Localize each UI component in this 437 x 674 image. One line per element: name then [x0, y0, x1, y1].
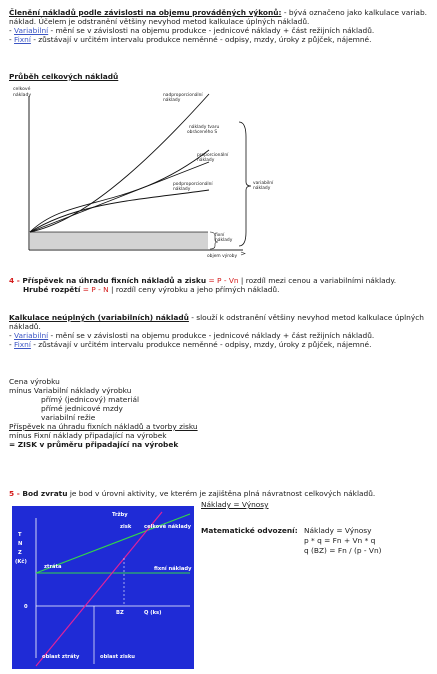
- subproportional-curve: [30, 190, 209, 232]
- fixed-costs-label-1: fixní: [215, 233, 225, 238]
- gross-margin-label: Hrubé rozpětí: [23, 285, 81, 294]
- intro-heading-rest: - bývá označeno jako kalkulace variab. náklad. Účelem je odstranění většiny nevyhod metod kalkulace úplných nákladů.: [9, 8, 427, 26]
- chart1-xlabel: objem výroby: [207, 254, 238, 259]
- breakeven-paragraph: [9, 489, 429, 498]
- breakeven-equation: Náklady = Výnosy: [201, 500, 269, 509]
- contribution-paragraph: [9, 276, 429, 294]
- fixed-cost-area: [30, 232, 208, 249]
- superproportional-label-1: nadproporcionální: [163, 93, 203, 98]
- fixed-costs-label: fixní náklady: [154, 566, 192, 572]
- scheme-line-material: přímý (jednicový) materiál: [41, 395, 140, 404]
- total-costs-label: celkové náklady: [144, 524, 191, 530]
- section4-number: 4 -: [9, 276, 23, 285]
- section5-rest: je bod v úrovni aktivity, ve kterém je zajištěna plná návratnost celkových nákladů.: [67, 489, 376, 498]
- costing-scheme: [9, 377, 429, 449]
- proportional-label-2: náklady: [197, 158, 215, 163]
- total-cost-chart: [9, 82, 274, 272]
- scheme-line-contribution: Příspěvek na úhradu fixních nákladů a tvorby zisku: [9, 422, 198, 431]
- math-label: Matematické odvození:: [201, 526, 298, 535]
- subproportional-label-1: podproporcionální: [173, 182, 213, 187]
- subproportional-label-2: náklady: [173, 187, 191, 192]
- variable-term-link-2[interactable]: Variabilní: [14, 331, 49, 340]
- math-derivation: [201, 526, 382, 556]
- variable-costing-paragraph: Kalkulace neúplných (variabilních) nákladů - slouží k odstranění většiny nevyhod metod kalkulace úplných nákladů. - Variabilní - mění se v závislosti na objemu produkce - jednicové náklady + část režijních nákladů. - Fixní - zůstávají v určitém intervalu produkce neměnné - odpisy, mzdy, úroky z půjček, nájemné.: [9, 313, 424, 349]
- fixed-term-text-2: - zůstávají v určitém intervalu produkce neměnné - odpisy, mzdy, úroky z půjček, nájemné.: [30, 340, 372, 349]
- chart2-y-label-n: N: [18, 541, 23, 547]
- scheme-line-wages: přímé jednicové mzdy: [41, 404, 123, 413]
- origin-label: 0: [24, 604, 28, 610]
- scheme-line-overhead: variabilní režie: [41, 413, 96, 422]
- s-shaped-label-1: náklady tvaru: [189, 125, 220, 130]
- scheme-line-minus-fixed: mínus Fixní náklady připadající na výrobek: [9, 431, 167, 440]
- loss-region-label: oblast ztráty: [42, 654, 80, 660]
- fixed-term-text: - zůstávají v určitém intervalu produkce neměnné - odpisy, mzdy, úroky z půjček, nájemné.: [30, 35, 372, 44]
- math-eq-1: Náklady = Výnosy: [304, 526, 372, 535]
- s-shaped-label-2: obráceného S: [187, 130, 218, 135]
- profit-label: zisk: [120, 524, 132, 530]
- quantity-axis-label: Q (ks): [144, 610, 162, 616]
- section4-formula: = P - Vn: [206, 276, 239, 285]
- intro-heading: Členění nákladů podle závislosti na objemu prováděných výkonů:: [9, 8, 282, 17]
- intro-paragraph: Členění nákladů podle závislosti na objemu prováděných výkonů: - bývá označeno jako kalkulace variab. náklad. Účelem je odstranění většiny nevyhod metod kalkulace úplných nákladů. - Variabilní - mění se v závislosti na objemu produkce - jednicové náklady + část režijních nákladů. - Fixní - zůstávají v určitém intervalu produkce neměnné - odpisy, mzdy, úroky z půjček, nájemné.: [9, 8, 427, 44]
- profit-region-label: oblast zisku: [100, 654, 135, 660]
- proportional-label-1: proporcionální: [197, 153, 229, 158]
- variable-costs-label-1: variabilní: [253, 181, 274, 186]
- breakeven-point-label: BZ: [116, 610, 124, 616]
- chart2-y-label-z: Z: [18, 550, 22, 556]
- fixed-term-link[interactable]: Fixní: [14, 35, 31, 44]
- section4-rest: | rozdíl mezi cenou a variabilními náklady.: [238, 276, 397, 285]
- breakeven-chart-bg: [12, 506, 194, 669]
- section5-number: 5 -: [9, 489, 23, 498]
- fixed-term-link-2[interactable]: Fixní: [14, 340, 31, 349]
- variable-term-link[interactable]: Variabilní: [14, 26, 49, 35]
- chart1-ylabel-2: náklady: [13, 93, 32, 98]
- chart1-ylabel-1: celkové: [13, 87, 31, 92]
- variable-term-text: - mění se v závislosti na objemu produkce - jednicové náklady + část režijních nákladů.: [48, 26, 375, 35]
- scheme-line-minus-variable: mínus Variabilní náklady výrobku: [9, 386, 132, 395]
- chart1-title: Průběh celkových nákladů: [9, 72, 119, 81]
- breakeven-chart: [12, 506, 194, 669]
- section5-title: Bod zvratu: [22, 489, 68, 498]
- variable-costs-brace: [239, 122, 251, 246]
- gross-margin-rest: | rozdíl ceny výrobku a jeho přímých nákladů.: [108, 285, 280, 294]
- chart2-y-label-t: T: [18, 532, 22, 538]
- scheme-line-profit: = ZISK v průměru připadající na výrobek: [9, 440, 179, 449]
- loss-label: ztráta: [44, 564, 62, 570]
- superproportional-label-2: náklady: [163, 98, 181, 103]
- variable-term-text-2: - mění se v závislosti na objemu produkce - jednicové náklady + část režijních nákladů.: [48, 331, 375, 340]
- variable-costing-heading-rest: - slouží k odstranění většiny nevyhod metod kalkulace úplných nákladů.: [9, 313, 424, 331]
- gross-margin-formula: = P - N: [80, 285, 109, 294]
- proportional-curve: [30, 162, 209, 232]
- section4-title: Příspěvek na úhradu fixních nákladů a zisku: [22, 276, 207, 285]
- superproportional-curve: [30, 94, 209, 232]
- math-eq-3: q (BZ) = Fn / (p - Vn): [304, 546, 382, 555]
- variable-costs-label-2: náklady: [253, 186, 271, 191]
- fixed-costs-label-2: náklady: [215, 238, 233, 243]
- math-eq-2: p * q = Fn + Vn * q: [304, 536, 376, 545]
- variable-costing-heading: Kalkulace neúplných (variabilních) nákladů: [9, 313, 189, 322]
- chart1-x-arrow: [241, 252, 245, 255]
- revenue-label: Tržby: [112, 512, 128, 518]
- scheme-line-price: Cena výrobku: [9, 377, 60, 386]
- chart2-y-label-unit: (Kč): [15, 559, 27, 565]
